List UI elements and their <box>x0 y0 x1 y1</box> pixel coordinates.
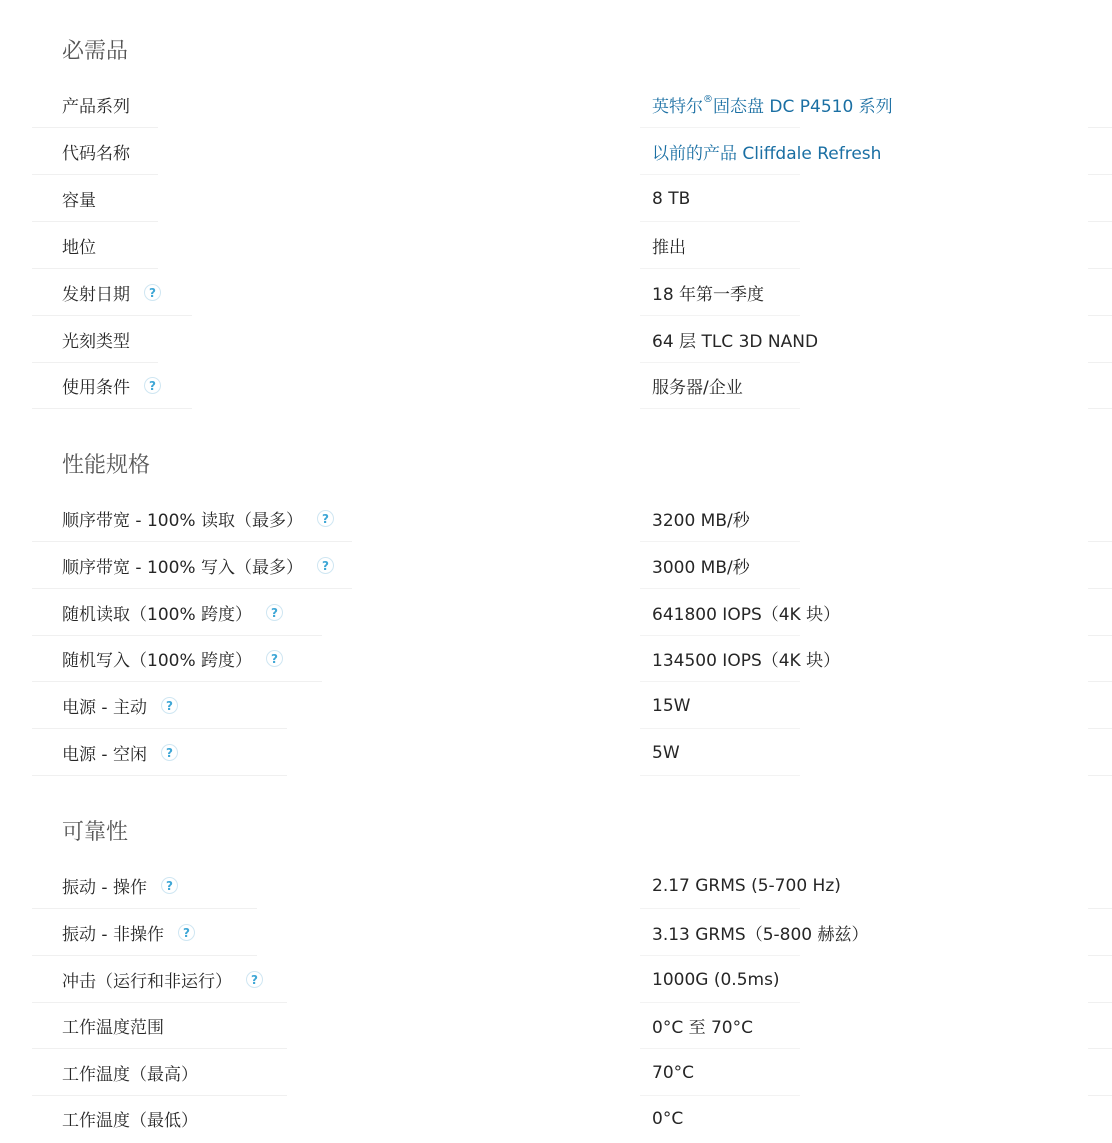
spec-row-product-collection <box>0 81 1112 128</box>
help-icon[interactable]: ? <box>161 877 178 894</box>
spec-value: 服务器/企业 <box>652 378 743 398</box>
section-title: 可靠性 <box>62 820 129 845</box>
help-icon[interactable]: ? <box>266 604 283 621</box>
spec-row-launch-date <box>0 269 1112 316</box>
spec-label: 冲击（运行和非运行） <box>62 972 232 992</box>
section-title: 必需品 <box>62 39 129 64</box>
spec-label: 随机写入（100% 跨度） <box>62 651 253 671</box>
spec-value: 70°C <box>652 1062 695 1083</box>
spec-value: 64 层 TLC 3D NAND <box>652 332 819 352</box>
spec-row-random-read <box>0 589 1112 636</box>
code-name-link[interactable]: 以前的产品 Cliffdale Refresh <box>652 144 882 164</box>
spec-label: 工作温度（最高） <box>62 1065 198 1085</box>
help-icon[interactable]: ? <box>144 284 161 301</box>
spec-value: 推出 <box>652 238 686 258</box>
spec-value: 1000G (0.5ms) <box>652 969 780 990</box>
spec-value: 5W <box>652 742 680 763</box>
spec-label: 工作温度范围 <box>62 1018 164 1038</box>
help-icon[interactable]: ? <box>246 971 263 988</box>
spec-value: 15W <box>652 695 691 716</box>
spec-row-operating-temp-range <box>0 1002 1112 1049</box>
spec-row-use-conditions <box>0 362 1112 409</box>
spec-row-code-name <box>0 128 1112 175</box>
help-icon[interactable]: ? <box>161 697 178 714</box>
spec-label: 光刻类型 <box>62 332 130 352</box>
spec-value: 2.17 GRMS (5-700 Hz) <box>652 875 841 896</box>
help-icon[interactable]: ? <box>317 557 334 574</box>
section-title: 性能规格 <box>62 453 151 478</box>
spec-row-seq-read <box>0 495 1112 542</box>
help-icon[interactable]: ? <box>144 377 161 394</box>
spec-row-vibration-operating <box>0 862 1112 909</box>
spec-row-power-active <box>0 682 1112 729</box>
spec-value: 0°C 至 70°C <box>652 1018 753 1038</box>
spec-label: 地位 <box>62 238 96 258</box>
spec-label: 容量 <box>62 191 96 211</box>
spec-row-lithography <box>0 316 1112 363</box>
help-icon[interactable]: ? <box>161 744 178 761</box>
spec-row-power-idle <box>0 729 1112 776</box>
spec-value: 8 TB <box>652 188 691 209</box>
spec-value: 641800 IOPS（4K 块） <box>652 605 841 625</box>
spec-label: 顺序带宽 - 100% 读取（最多） <box>62 511 303 531</box>
registered-mark: ® <box>703 94 713 105</box>
spec-row-capacity <box>0 175 1112 222</box>
spec-label: 顺序带宽 - 100% 写入（最多） <box>62 558 303 578</box>
spec-label: 发射日期 <box>62 285 130 305</box>
spec-label: 电源 - 空闲 <box>62 745 147 765</box>
spec-value: 英特尔 <box>652 97 703 117</box>
help-icon[interactable]: ? <box>266 650 283 667</box>
spec-value: 3200 MB/秒 <box>652 511 750 531</box>
spec-label: 振动 - 操作 <box>62 878 147 898</box>
spec-value: 18 年第一季度 <box>652 285 765 305</box>
spec-row-shock <box>0 956 1112 1003</box>
spec-row-operating-temp-max <box>0 1049 1112 1096</box>
product-collection-link[interactable] <box>652 81 893 128</box>
spec-label: 电源 - 主动 <box>62 698 147 718</box>
spec-label: 代码名称 <box>62 144 130 164</box>
help-icon[interactable]: ? <box>317 510 334 527</box>
spec-value: 3000 MB/秒 <box>652 558 750 578</box>
spec-row-seq-write <box>0 542 1112 589</box>
spec-value-rest: 固态盘 DC P4510 系列 <box>713 97 893 117</box>
spec-value: 3.13 GRMS（5-800 赫兹） <box>652 925 869 945</box>
spec-label: 随机读取（100% 跨度） <box>62 605 253 625</box>
spec-row-vibration-non-operating <box>0 909 1112 956</box>
spec-label: 工作温度（最低） <box>62 1111 198 1131</box>
help-icon[interactable]: ? <box>178 924 195 941</box>
spec-row-status <box>0 222 1112 269</box>
spec-label: 使用条件 <box>62 378 130 398</box>
spec-value: 0°C <box>652 1108 684 1129</box>
spec-row-operating-temp-min <box>0 1095 1112 1142</box>
spec-label: 产品系列 <box>62 97 130 117</box>
spec-label: 振动 - 非操作 <box>62 925 164 945</box>
spec-value: 134500 IOPS（4K 块） <box>652 651 841 671</box>
spec-row-random-write <box>0 635 1112 682</box>
